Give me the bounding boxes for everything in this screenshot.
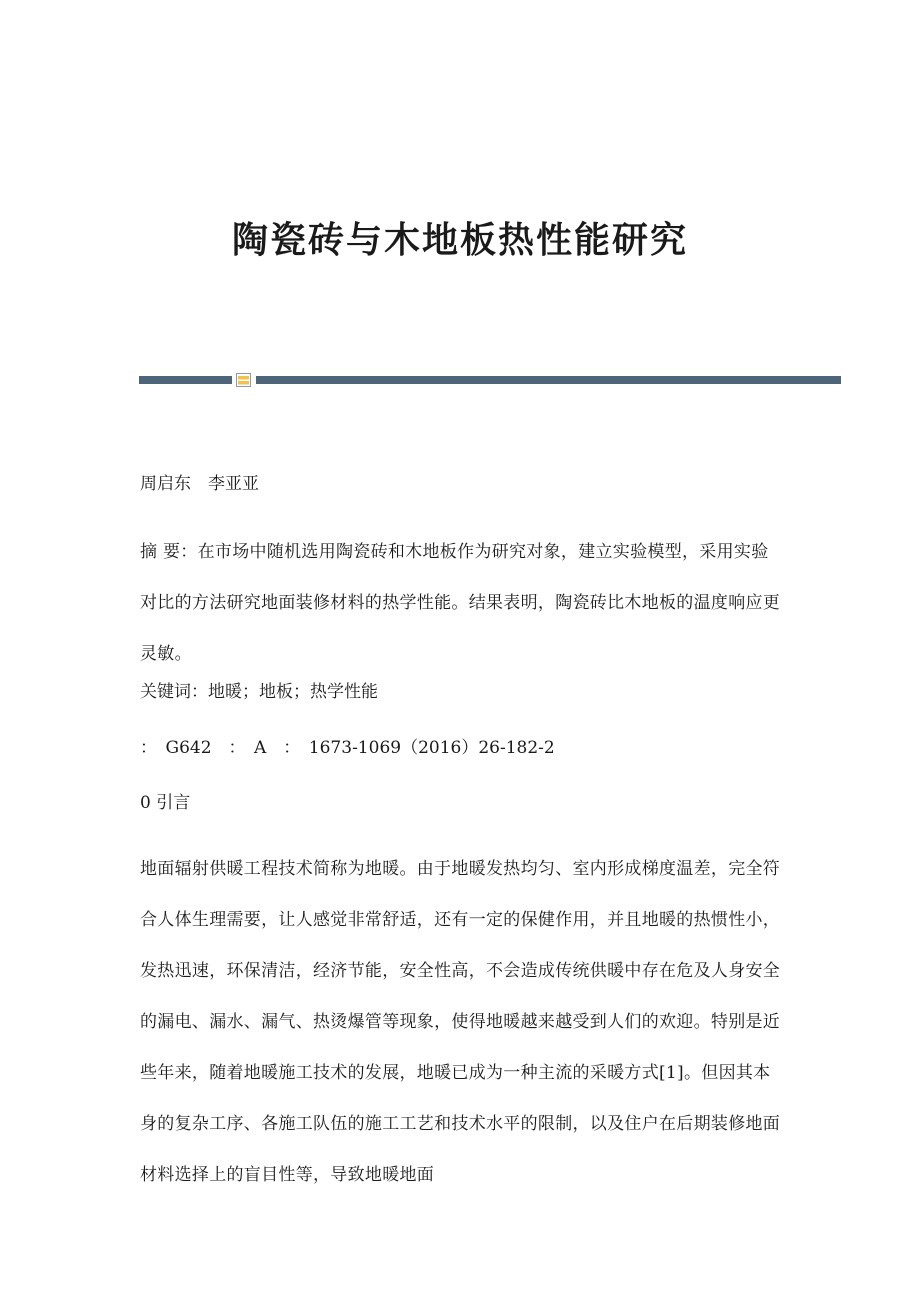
- title-divider: [139, 373, 841, 387]
- keywords: 关键词：地暖；地板；热学性能: [140, 682, 378, 702]
- abstract: 摘 要：在市场中随机选用陶瓷砖和木地板作为研究对象，建立实验模型，采用实验对比的方法研究地面装修材料的热学性能。结果表明，陶瓷砖比木地板的温度响应更灵敏。: [140, 542, 781, 664]
- paper-title: 陶瓷砖与木地板热性能研究: [231, 219, 688, 261]
- authors: 周启东 李亚亚: [140, 474, 259, 494]
- divider-bar-right: [256, 376, 841, 384]
- intro-paragraph: 地面辐射供暖工程技术简称为地暖。由于地暖发热均匀、室内形成梯度温差，完全符合人体生理需要，让人感觉非常舒适，还有一定的保健作用，并且地暖的热惯性小，发热迅速，环保清洁，经济节能，安全性高，不会造成传统供暖中存在危及人身安全的漏电、漏水、漏气、热烫爆管等现象，使得地暖越来越受到人们的欢迎。特别是近些年来，随着地暖施工技术的发展，地暖已成为一种主流的采暖方式[1]。但因其本身的复杂工序、各施工队伍的施工工艺和技术水平的限制，以及住户在后期装修地面材料选择上的盲目性等，导致地暖地面: [140, 859, 781, 1185]
- divider-emblem-icon: [236, 373, 251, 387]
- section-heading: 0 引言: [140, 793, 191, 813]
- divider-bar-left: [139, 376, 232, 384]
- classification-info: ： G642 ： A ： 1673-1069（2016）26-182-2: [140, 738, 555, 758]
